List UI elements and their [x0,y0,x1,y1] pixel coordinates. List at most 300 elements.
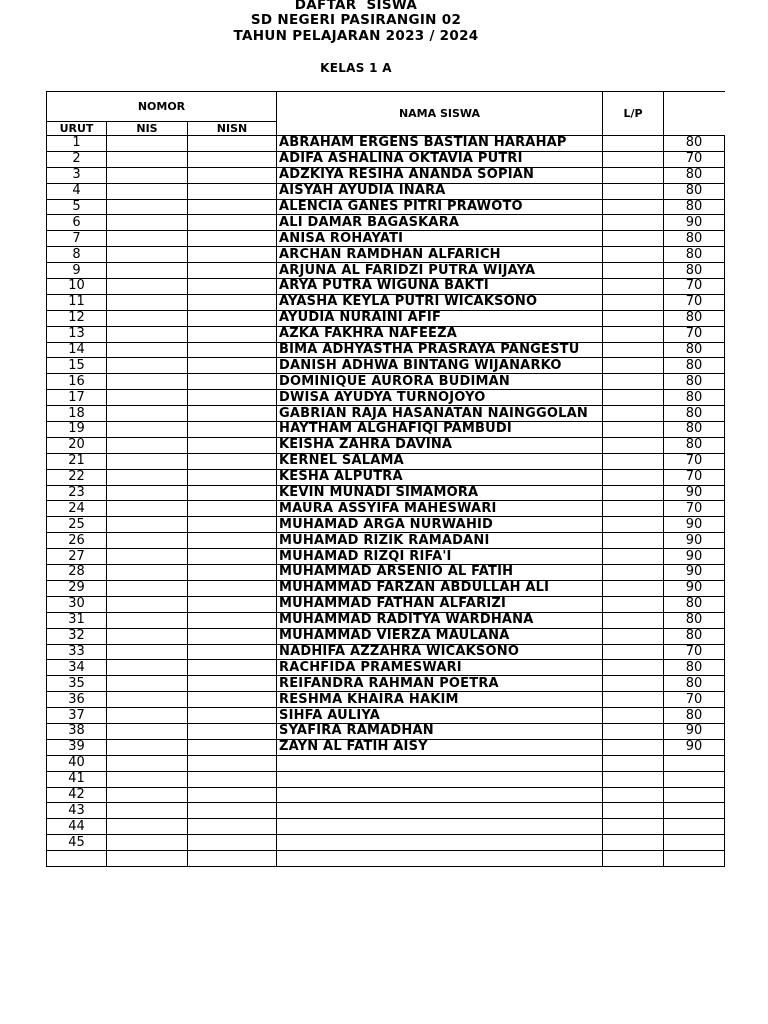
row-nis [107,390,188,406]
table-row [47,501,725,517]
row-student-name: RESHMA KHAIRA HAKIM [277,692,603,708]
row-number: 26 [47,533,107,549]
row-nis [107,501,188,517]
row-student-name: GABRIAN RAJA HASANATAN NAINGGOLAN [277,406,603,422]
table-row [47,437,725,453]
table-row [47,533,725,549]
row-value: 80 [664,342,725,358]
row-gender [603,453,664,469]
row-nis [107,469,188,485]
table-row [47,660,725,676]
table-row [47,136,725,152]
row-nisn [188,374,277,390]
row-nisn [188,819,277,835]
row-value: 90 [664,215,725,231]
row-value: 70 [664,644,725,660]
row-nis [107,326,188,342]
row-number: 1 [47,136,107,152]
row-value [664,803,725,819]
row-nis [107,612,188,628]
table-row [47,151,725,167]
row-nisn [188,294,277,310]
row-gender [603,692,664,708]
row-student-name: MUHAMMAD FATHAN ALFARIZI [277,596,603,612]
row-nis [107,263,188,279]
table-row [47,803,725,819]
table-row [47,819,725,835]
row-number: 6 [47,215,107,231]
row-nis [107,755,188,771]
row-nisn [188,676,277,692]
row-value: 80 [664,136,725,152]
row-number: 4 [47,183,107,199]
row-gender [603,517,664,533]
row-nisn [188,342,277,358]
row-value: 80 [664,422,725,438]
row-gender [603,358,664,374]
row-student-name: KEVIN MUNADI SIMAMORA [277,485,603,501]
row-value: 80 [664,390,725,406]
row-number: 5 [47,199,107,215]
row-nis [107,771,188,787]
table-row [47,422,725,438]
row-nisn [188,660,277,676]
row-gender [603,342,664,358]
row-value: 80 [664,374,725,390]
row-number: 34 [47,660,107,676]
table-row [47,485,725,501]
row-nisn [188,644,277,660]
row-number: 16 [47,374,107,390]
row-value: 90 [664,739,725,755]
row-value: 80 [664,310,725,326]
row-gender [603,231,664,247]
row-value: 90 [664,549,725,565]
row-value: 80 [664,612,725,628]
row-nis [107,453,188,469]
row-gender [603,167,664,183]
table-row [47,708,725,724]
table-row [47,215,725,231]
row-value: 80 [664,231,725,247]
row-number: 19 [47,422,107,438]
row-gender [603,644,664,660]
row-number: 3 [47,167,107,183]
row-gender [603,310,664,326]
row-value [664,787,725,803]
header-nama-siswa: NAMA SISWA [277,92,603,136]
table-row [47,231,725,247]
table-row [47,596,725,612]
row-number: 22 [47,469,107,485]
row-nis [107,835,188,851]
row-gender [603,708,664,724]
row-gender [603,326,664,342]
table-row [47,755,725,771]
row-value: 90 [664,723,725,739]
row-number: 8 [47,247,107,263]
row-gender [603,533,664,549]
table-row [47,294,725,310]
row-number: 45 [47,835,107,851]
row-student-name [277,835,603,851]
row-gender [603,835,664,851]
row-gender [603,390,664,406]
row-number: 33 [47,644,107,660]
row-student-name: ZAYN AL FATIH AISY [277,739,603,755]
row-number: 27 [47,549,107,565]
row-nisn [188,247,277,263]
table-row [47,310,725,326]
row-nisn [188,739,277,755]
row-gender [603,279,664,295]
table-row [47,247,725,263]
row-number: 28 [47,565,107,581]
row-nisn [188,692,277,708]
row-value: 80 [664,628,725,644]
row-student-name: AZKA FAKHRA NAFEEZA [277,326,603,342]
row-student-name: KESHA ALPUTRA [277,469,603,485]
row-number: 7 [47,231,107,247]
row-nis [107,851,188,867]
table-row [47,358,725,374]
class-label: KELAS 1 A [320,61,392,75]
row-nis [107,151,188,167]
row-nisn [188,787,277,803]
row-nis [107,199,188,215]
row-gender [603,183,664,199]
table-row [47,851,725,867]
table-row [47,771,725,787]
row-nis [107,803,188,819]
row-number: 41 [47,771,107,787]
row-nisn [188,628,277,644]
table-row [47,628,725,644]
row-nis [107,723,188,739]
row-student-name: ALI DAMAR BAGASKARA [277,215,603,231]
row-nis [107,628,188,644]
row-student-name: HAYTHAM ALGHAFIQI PAMBUDI [277,422,603,438]
row-gender [603,755,664,771]
row-value: 80 [664,358,725,374]
table-row [47,692,725,708]
row-value: 80 [664,708,725,724]
row-number: 29 [47,580,107,596]
row-value: 80 [664,676,725,692]
row-gender [603,151,664,167]
row-nisn [188,517,277,533]
row-gender [603,247,664,263]
row-nisn [188,708,277,724]
row-nisn [188,771,277,787]
row-nisn [188,803,277,819]
row-value: 90 [664,565,725,581]
row-value: 70 [664,151,725,167]
row-value: 70 [664,279,725,295]
row-gender [603,294,664,310]
row-nis [107,549,188,565]
row-student-name: SIHFA AULIYA [277,708,603,724]
row-nisn [188,485,277,501]
row-number: 32 [47,628,107,644]
row-value: 80 [664,199,725,215]
table-row [47,835,725,851]
row-value: 80 [664,596,725,612]
row-value: 80 [664,167,725,183]
row-number: 43 [47,803,107,819]
row-gender [603,580,664,596]
row-nis [107,422,188,438]
table-row [47,342,725,358]
row-nisn [188,310,277,326]
row-nis [107,279,188,295]
row-nis [107,294,188,310]
table-body [47,136,725,867]
table-row [47,787,725,803]
header-lp: L/P [603,92,664,136]
row-gender [603,628,664,644]
table-row [47,469,725,485]
row-gender [603,660,664,676]
row-gender [603,406,664,422]
row-student-name: DOMINIQUE AURORA BUDIMAN [277,374,603,390]
row-value [664,835,725,851]
header-nomor: NOMOR [47,92,277,122]
row-gender [603,374,664,390]
row-nis [107,247,188,263]
row-nis [107,692,188,708]
row-number: 44 [47,819,107,835]
row-nisn [188,390,277,406]
table-row [47,739,725,755]
row-nis [107,342,188,358]
row-nisn [188,199,277,215]
row-nis [107,406,188,422]
row-number: 38 [47,723,107,739]
table-row [47,549,725,565]
row-nisn [188,755,277,771]
row-gender [603,263,664,279]
row-nisn [188,533,277,549]
row-value: 80 [664,247,725,263]
row-gender [603,199,664,215]
row-number: 36 [47,692,107,708]
row-number: 17 [47,390,107,406]
row-nisn [188,723,277,739]
header-nisn: NISN [188,122,277,136]
row-student-name: MUHAMAD ARGA NURWAHID [277,517,603,533]
row-student-name: BIMA ADHYASTHA PRASRAYA PANGESTU [277,342,603,358]
row-number: 31 [47,612,107,628]
row-student-name: MAURA ASSYIFA MAHESWARI [277,501,603,517]
row-student-name [277,819,603,835]
row-value: 70 [664,501,725,517]
row-number: 21 [47,453,107,469]
row-gender [603,549,664,565]
row-student-name [277,771,603,787]
row-nisn [188,136,277,152]
row-number: 24 [47,501,107,517]
document-title: DAFTAR SISWA [294,0,418,13]
row-gender [603,501,664,517]
row-number: 39 [47,739,107,755]
table-row [47,326,725,342]
row-student-name: ARYA PUTRA WIGUNA BAKTI [277,279,603,295]
table-row [47,723,725,739]
row-value: 70 [664,469,725,485]
school-year: TAHUN PELAJARAN 2023 / 2024 [233,28,479,44]
row-number: 10 [47,279,107,295]
row-number: 18 [47,406,107,422]
row-value: 90 [664,533,725,549]
row-number: 23 [47,485,107,501]
row-number: 25 [47,517,107,533]
row-gender [603,215,664,231]
row-nisn [188,406,277,422]
row-value: 70 [664,453,725,469]
row-number: 14 [47,342,107,358]
row-student-name: ARCHAN RAMDHAN ALFARICH [277,247,603,263]
row-student-name [277,755,603,771]
row-number: 37 [47,708,107,724]
row-nis [107,136,188,152]
row-gender [603,787,664,803]
row-value: 80 [664,660,725,676]
row-number: 40 [47,755,107,771]
row-student-name: MUHAMAD RIZIK RAMADANI [277,533,603,549]
row-nis [107,358,188,374]
row-gender [603,469,664,485]
row-value [664,851,725,867]
row-number: 9 [47,263,107,279]
row-nis [107,708,188,724]
row-student-name [277,851,603,867]
row-student-name: ADZKIYA RESIHA ANANDA SOPIAN [277,167,603,183]
row-nisn [188,231,277,247]
row-student-name: ARJUNA AL FARIDZI PUTRA WIJAYA [277,263,603,279]
row-value: 90 [664,485,725,501]
row-gender [603,612,664,628]
row-gender [603,803,664,819]
row-nisn [188,167,277,183]
row-number: 2 [47,151,107,167]
row-student-name: KERNEL SALAMA [277,453,603,469]
row-nis [107,485,188,501]
row-student-name: MUHAMMAD FARZAN ABDULLAH ALI [277,580,603,596]
row-student-name: MUHAMMAD RADITYA WARDHANA [277,612,603,628]
row-nisn [188,453,277,469]
row-nisn [188,263,277,279]
row-number: 35 [47,676,107,692]
header-blank [664,92,725,136]
row-value: 80 [664,263,725,279]
row-student-name: KEISHA ZAHRA DAVINA [277,437,603,453]
header-urut: URUT [47,122,107,136]
row-gender [603,819,664,835]
row-student-name: MUHAMMAD ARSENIO AL FATIH [277,565,603,581]
row-nis [107,437,188,453]
row-gender [603,565,664,581]
row-student-name: AISYAH AYUDIA INARA [277,183,603,199]
table-row [47,199,725,215]
row-nisn [188,279,277,295]
row-value: 80 [664,437,725,453]
row-nisn [188,851,277,867]
school-name: SD NEGERI PASIRANGIN 02 [250,12,462,28]
row-value: 70 [664,692,725,708]
row-nis [107,231,188,247]
row-student-name: REIFANDRA RAHMAN POETRA [277,676,603,692]
row-number: 11 [47,294,107,310]
row-nisn [188,549,277,565]
row-nisn [188,565,277,581]
row-value [664,755,725,771]
table-row [47,183,725,199]
row-student-name: DWISA AYUDYA TURNOJOYO [277,390,603,406]
row-gender [603,723,664,739]
row-nis [107,580,188,596]
table-row [47,580,725,596]
row-number [47,851,107,867]
row-student-name: DANISH ADHWA BINTANG WIJANARKO [277,358,603,374]
row-nisn [188,596,277,612]
row-student-name: RACHFIDA PRAMESWARI [277,660,603,676]
table-row [47,263,725,279]
row-student-name: SYAFIRA RAMADHAN [277,723,603,739]
row-nisn [188,437,277,453]
row-nisn [188,580,277,596]
table-row [47,565,725,581]
table-row [47,374,725,390]
row-nis [107,167,188,183]
row-gender [603,739,664,755]
row-nis [107,374,188,390]
row-number: 30 [47,596,107,612]
row-value: 80 [664,183,725,199]
row-nis [107,565,188,581]
table-row [47,612,725,628]
row-student-name [277,803,603,819]
row-nis [107,517,188,533]
row-nis [107,739,188,755]
row-student-name: ADIFA ASHALINA OKTAVIA PUTRI [277,151,603,167]
row-nis [107,676,188,692]
row-value: 90 [664,517,725,533]
row-nisn [188,326,277,342]
row-value [664,771,725,787]
student-table [46,91,725,867]
row-nis [107,787,188,803]
row-nis [107,310,188,326]
row-number: 12 [47,310,107,326]
row-value: 90 [664,580,725,596]
row-nis [107,183,188,199]
row-student-name: MUHAMAD RIZQI RIFA'I [277,549,603,565]
row-value [664,819,725,835]
row-student-name: AYUDIA NURAINI AFIF [277,310,603,326]
row-gender [603,136,664,152]
row-gender [603,851,664,867]
row-nisn [188,501,277,517]
row-nis [107,215,188,231]
row-student-name [277,787,603,803]
row-gender [603,422,664,438]
row-gender [603,676,664,692]
table-row [47,453,725,469]
row-nis [107,596,188,612]
row-nisn [188,215,277,231]
row-nisn [188,835,277,851]
